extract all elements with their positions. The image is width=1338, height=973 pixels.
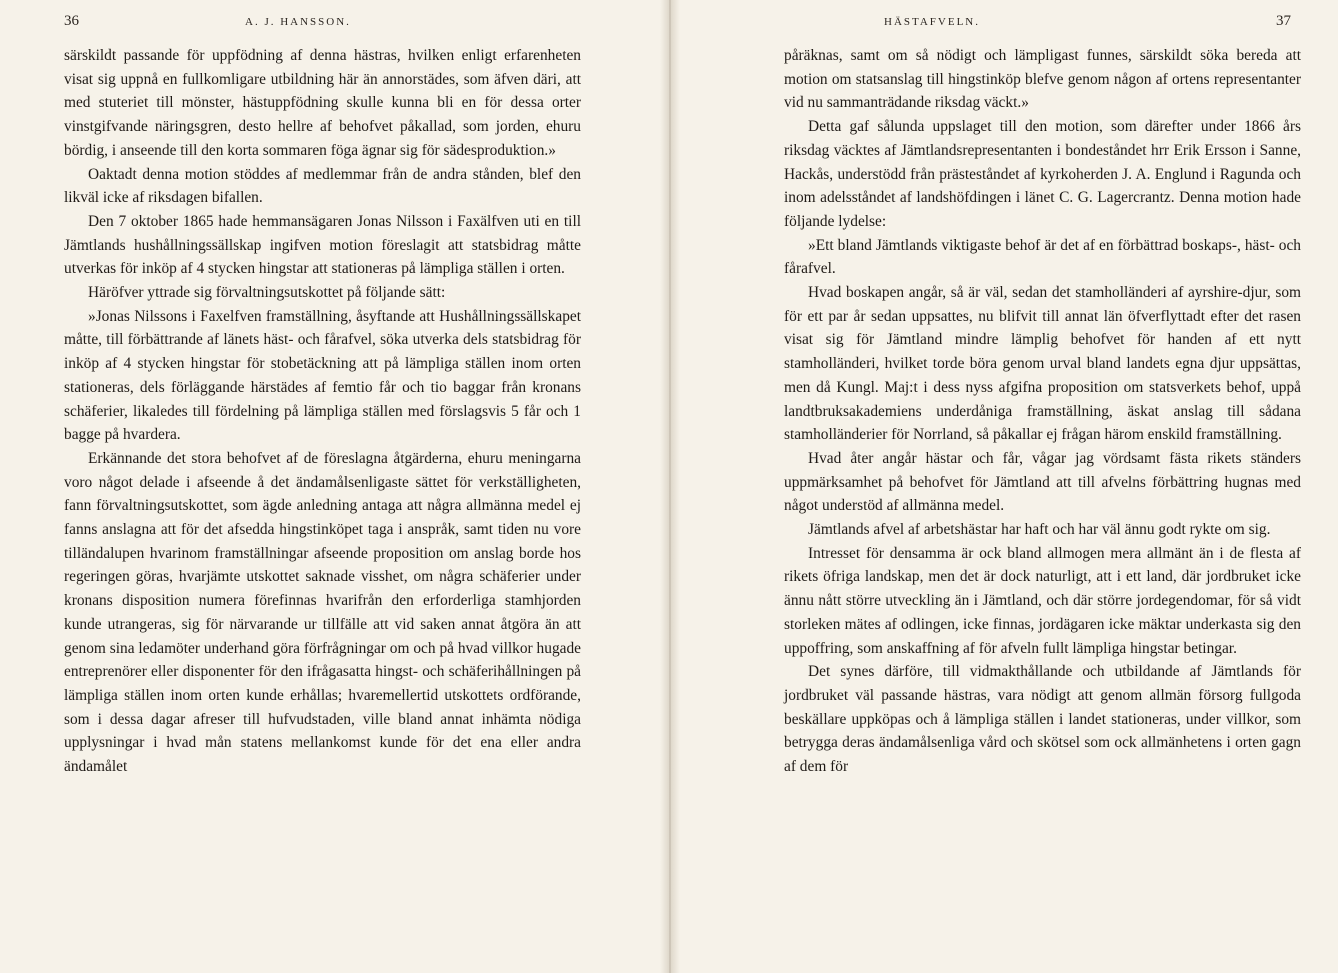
paragraph: påräknas, samt om så nödigt och lämpligast funnes, särskildt söka bereda att motion om statsanslag till hingstinköp blefve genom någon af ortens representanter vid nu sammanträdande riksdag väckt.» <box>784 47 1301 112</box>
running-head: A. J. HANSSON. <box>245 16 351 28</box>
paragraph: Hvad åter angår hästar och får, vågar jag vördsamt fästa rikets ständers uppmärksamhet på behofvet för Jämtland att till afvelns förbättring hugnas med något understöd af allmänna medel. <box>784 449 1301 515</box>
paragraph: Oaktadt denna motion stöddes af medlemmar från de andra stånden, blef den likväl icke af riksdagen bifallen. <box>64 165 581 207</box>
body-text <box>64 44 581 779</box>
running-head: HÄSTAFVELN. <box>884 16 980 28</box>
paragraph: särskildt passande för uppfödning af denna hästras, hvilken enligt erfarenheten visat sig uppnå en fullkomligare utbildning här än annorstädes, som äfven däri, att med stuteriet till mönster, hästuppfödning skulle kunna bli en för dessa orter vinstgifvande näringsgren, desto hellre af behofvet påkallad, som jorden, ehuru bördig, i anseende till den korta sommaren föga ägnar sig för sädesproduktion.» <box>64 47 581 159</box>
paragraph: Intresset för densamma är ock bland allmogen mera allmänt än i de flesta af rikets öfriga landskap, men det är dock naturligt, att i ett land, där jordbruket icke ännu nått större utveckling än i Jämtland, och där större jordegendomar, för så vidt storleken mätes af odlingen, icke finnas, jordägaren icke mäktar underkasta sig den uppoffring, som anskaffning af för afveln fullt lämpliga hingstar betingar. <box>784 544 1301 657</box>
paragraph: Erkännande det stora behofvet af de föreslagna åtgärderna, ehuru meningarna voro något delade i afseende å det ändamålsenligaste sättet för verkställigheten, fann förvaltningsutskottet, som ägde anledning antaga att några allmänna medel ej fanns anslagna att för det afsedda hingstinköpet taga i anspråk, samt tiden nu vore tilländalupen hvarinom framställningar afseende proposition om anslag borde hos regeringen göras, hvarjämte utskottet saknade visshet, om några schäferier under kronans disposition numera förefinnas hvarifrån den erforderliga stamhjorden kunde utrangeras, sig för närvarande ur tillfälle att vid saken annat åtgöra än att genom sina ledamöter underhand göra förfrågningar om och på hvad villkor hugade entreprenörer eller disponenter för den ifrågasatta hingst- och schäferihållningen på lämpliga ställen inom orten kunde erhållas; hvaremellertid utskottets ordförande, som i dessa dagar afreser till hufvudstaden, ville bland annat inhämta nödiga upplysningar i hvad mån statens mellankomst kunde för det ena eller andra ändamålet <box>64 449 581 776</box>
paragraph: Häröfver yttrade sig förvaltningsutskottet på följande sätt: <box>88 284 446 302</box>
paragraph: Hvad boskapen angår, så är väl, sedan det stamholländeri af ayrshire-djur, som för ett par år sedan uppsattes, nu blifvit till annat län öfverflyttadt efter det rasen visat sig för Jämtland mindre lämplig behofvet för handen af ett nytt stamholländeri, hvilket torde böra genom urval bland landets egna djur uppsättas, men då Kungl. Maj:t i dess nyss afgifna proposition om statsverkets behof, uppå landtbruksakademiens underdåniga framställning, äskat anslag till sådana stamholländerier för Norrland, så påkallar ej frågan härom enskild framställning. <box>784 284 1301 444</box>
page-number: 36 <box>64 13 79 29</box>
right-page <box>669 0 1338 973</box>
paragraph: »Ett bland Jämtlands viktigaste behof är det af en förbättrad boskaps-, häst- och fårafvel. <box>784 236 1301 278</box>
paragraph: Jämtlands afvel af arbetshästar har haft och har väl ännu godt rykte om sig. <box>808 521 1271 539</box>
paragraph: »Jonas Nilssons i Faxelfven framställning, åsyftande att Hushållningssällskapet måtte, till förbättrande af länets häst- och fårafvel, söka utverka dels statsbidrag för inköp af 4 stycken hingstar för stobetäckning att på lämpliga ställen inom orten stationeras, dels förläggande härstädes af femtio får och tio baggar från kronans schäferier, likaledes till fördelning på lämpliga ställen med förslagsvis 5 får och 1 bagge på hvardera. <box>64 307 581 444</box>
paragraph: Det synes därföre, till vidmakthållande och utbildande af Jämtlands för jordbruket väl passande hästras, vara nödigt att genom allmän försorg fullgoda beskällare uppköpas och å lämpliga ställen i landet stationeras, under villkor, som betrygga deras ändamålsenliga vård och skötsel som ock allmänhetens i orten gagn af dem för <box>784 663 1301 776</box>
body-text <box>784 44 1301 779</box>
paragraph: Den 7 oktober 1865 hade hemmansägaren Jonas Nilsson i Faxälfven uti en till Jämtlands hushållningssällskap ingifven motion föreslagit att statsbidrag måtte utverkas för inköp af 4 stycken hingstar att stationeras på lämpliga ställen i orten. <box>64 212 581 278</box>
paragraph: Detta gaf sålunda uppslaget till den motion, som därefter under 1866 års riksdag väcktes af Jämtlandsrepresentanten i bondeståndet hrr Erik Ersson i Sanne, Hackås, understödd från prästeståndet af kyrkoherden J. A. Englund i Ragunda och inom adelsståndet af landshöfdingen i länet C. G. Lagercrantz. Denna motion hade följande lydelse: <box>784 118 1301 230</box>
page-number: 37 <box>1276 13 1291 29</box>
